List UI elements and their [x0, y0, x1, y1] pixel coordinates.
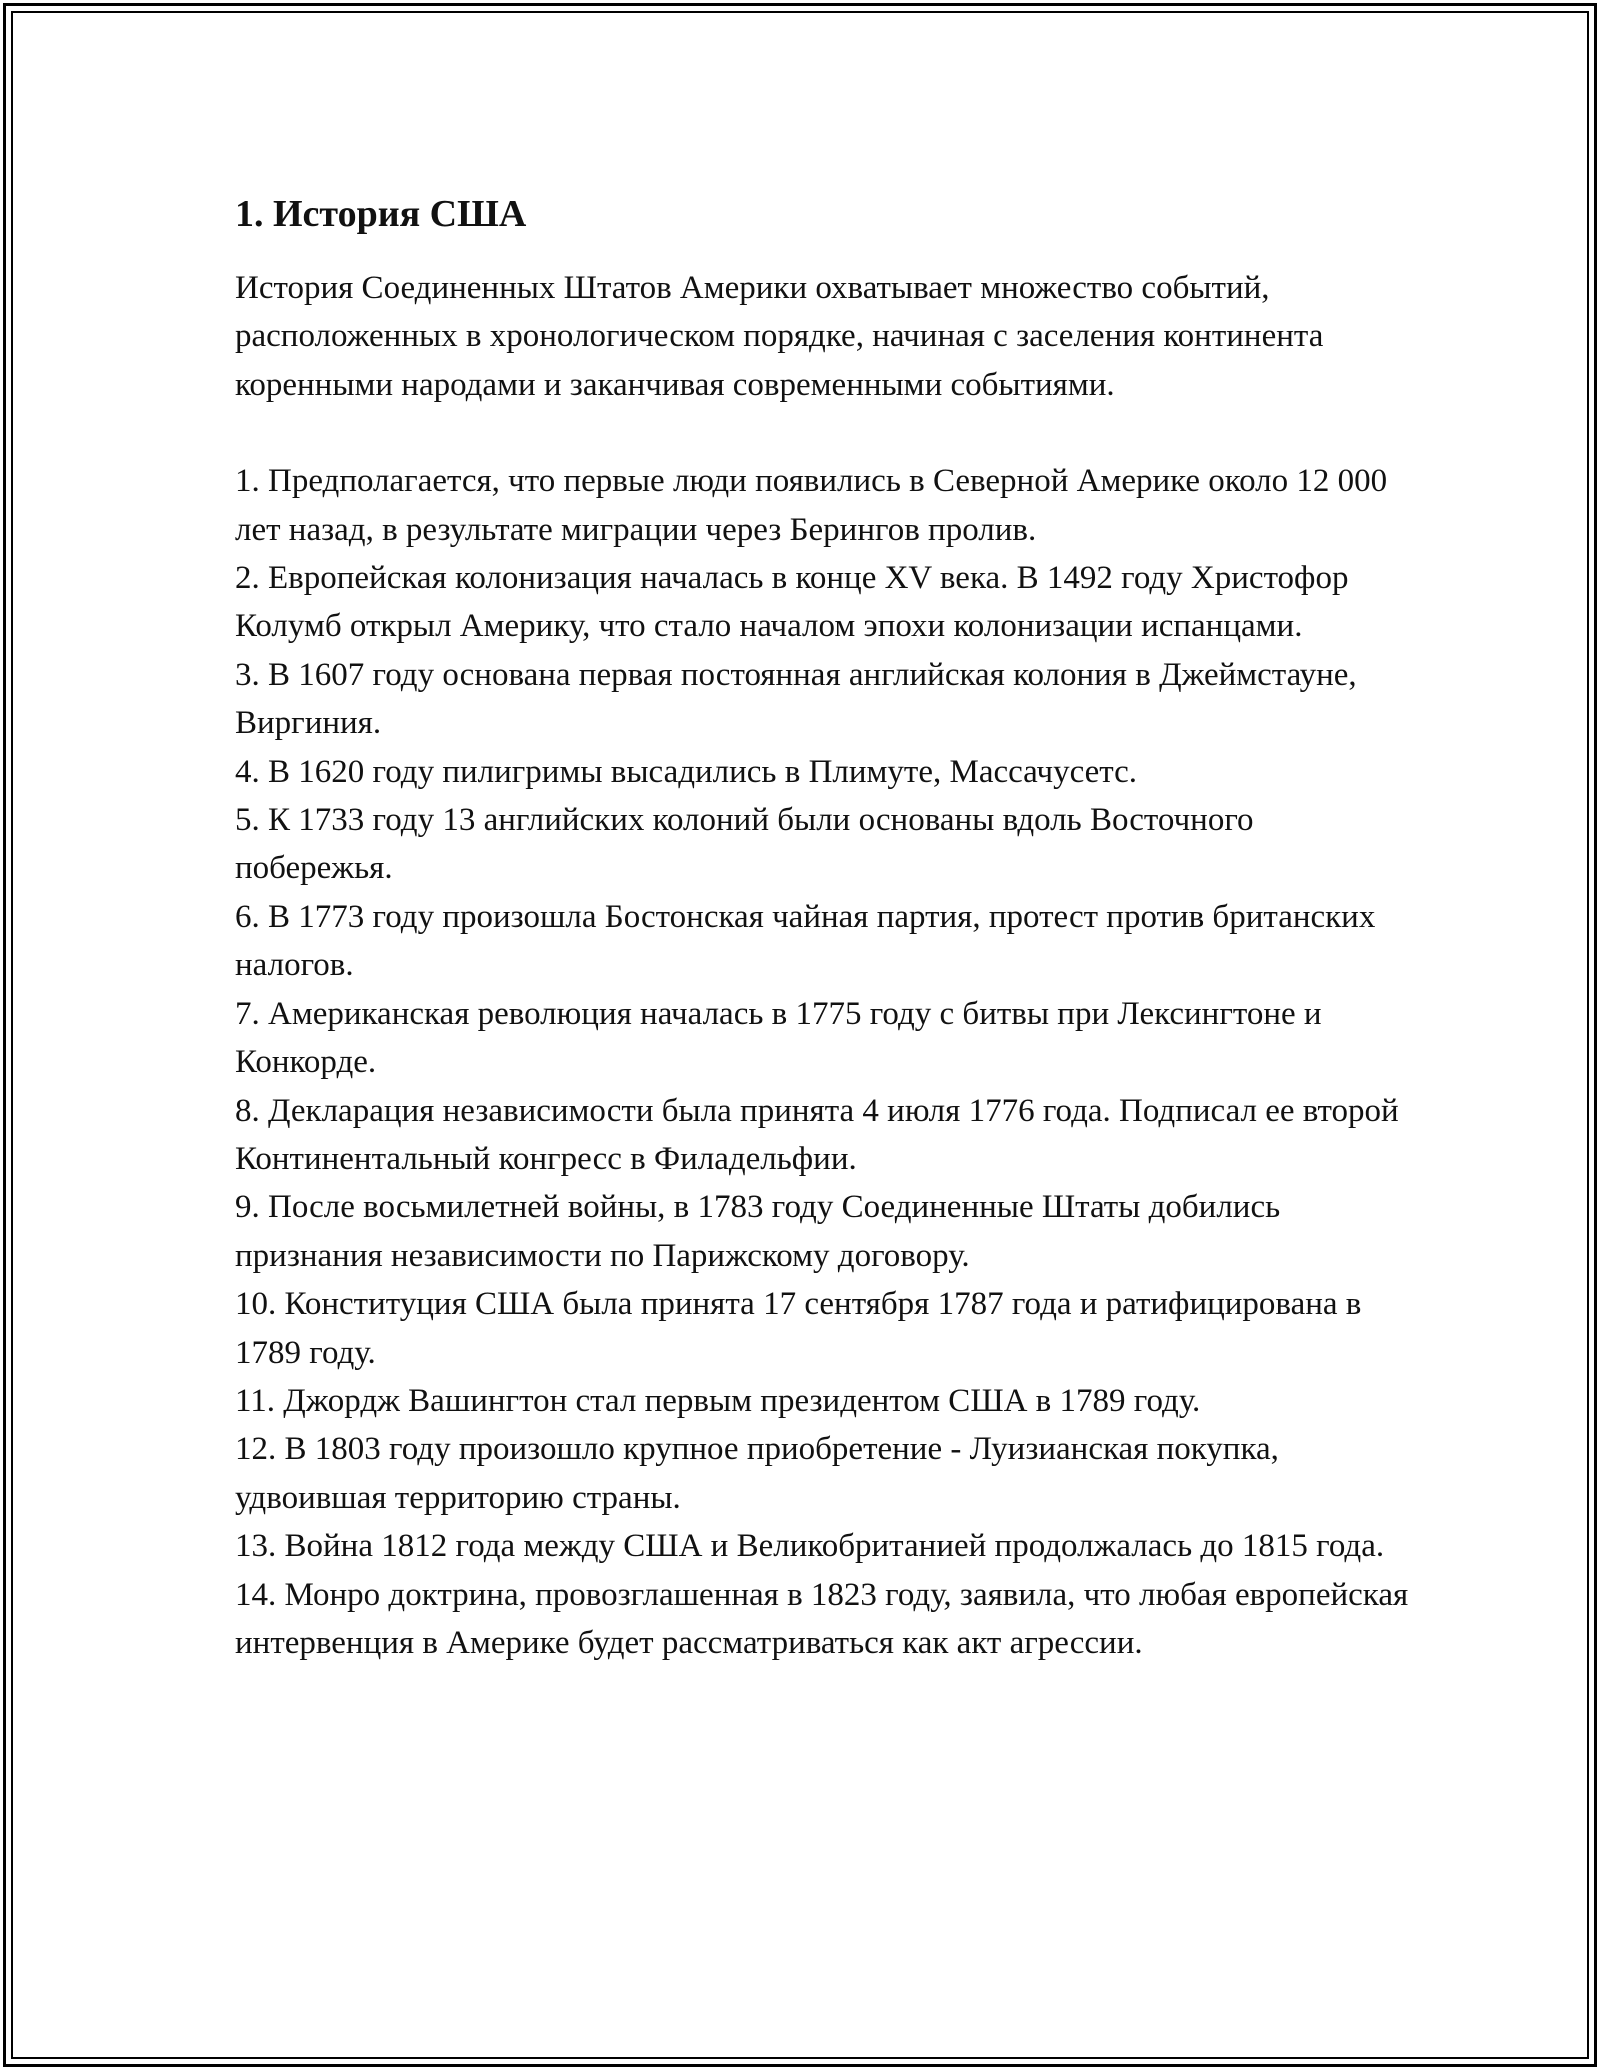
event-item: 10. Конституция США была принята 17 сентября 1787 года и ратифицирована в 1789 году.: [235, 1286, 1362, 1371]
event-item: 11. Джордж Вашингтон стал первым президентом США в 1789 году.: [235, 1382, 1201, 1419]
event-item: 9. После восьмилетней войны, в 1783 году Соединенные Штаты добились признания независимости по Парижскому договору.: [235, 1189, 1281, 1274]
event-item: 1. Предполагается, что первые люди появились в Северной Америке около 12 000 лет назад, в результате миграции через Берингов пролив.: [235, 463, 1388, 548]
event-item: 14. Монро доктрина, провозглашенная в 1823 году, заявила, что любая европейская интервенция в Америке будет рассматриваться как акт агрессии.: [235, 1576, 1409, 1661]
event-item: 8. Декларация независимости была принята 4 июля 1776 года. Подписал ее второй Континентальный конгресс в Филадельфии.: [235, 1092, 1399, 1177]
event-item: 7. Американская революция началась в 1775 году с битвы при Лексингтоне и Конкорде.: [235, 995, 1322, 1081]
event-item: 6. В 1773 году произошла Бостонская чайная партия, протест против британских налогов.: [235, 898, 1376, 984]
intro-paragraph: История Соединенных Штатов Америки охватывает множество событий, расположенных в хронологическом порядке, начиная с заселения континента коренными народами и заканчивая современными событиями.: [235, 270, 1324, 403]
document-body: [235, 186, 1415, 1667]
event-item: 2. Европейская колонизация началась в конце XV века. В 1492 году Христофор Колумб открыл Америку, что стало началом эпохи колонизации испанцами.: [235, 560, 1349, 645]
event-item: 4. В 1620 году пилигримы высадились в Плимуте, Массачусетс.: [235, 753, 1138, 790]
event-item: 12. В 1803 году произошло крупное приобретение - Луизианская покупка, удвоившая территорию страны.: [235, 1431, 1279, 1516]
event-item: 13. Война 1812 года между США и Великобританией продолжалась до 1815 года.: [235, 1528, 1385, 1565]
page-title: 1. История США: [235, 193, 527, 235]
events-list: [235, 457, 1415, 1667]
event-item: 5. К 1733 году 13 английских колоний были основаны вдоль Восточного побережья.: [235, 802, 1254, 887]
event-item: 3. В 1607 году основана первая постоянная английская колония в Джеймстауне, Виргиния.: [235, 656, 1357, 742]
